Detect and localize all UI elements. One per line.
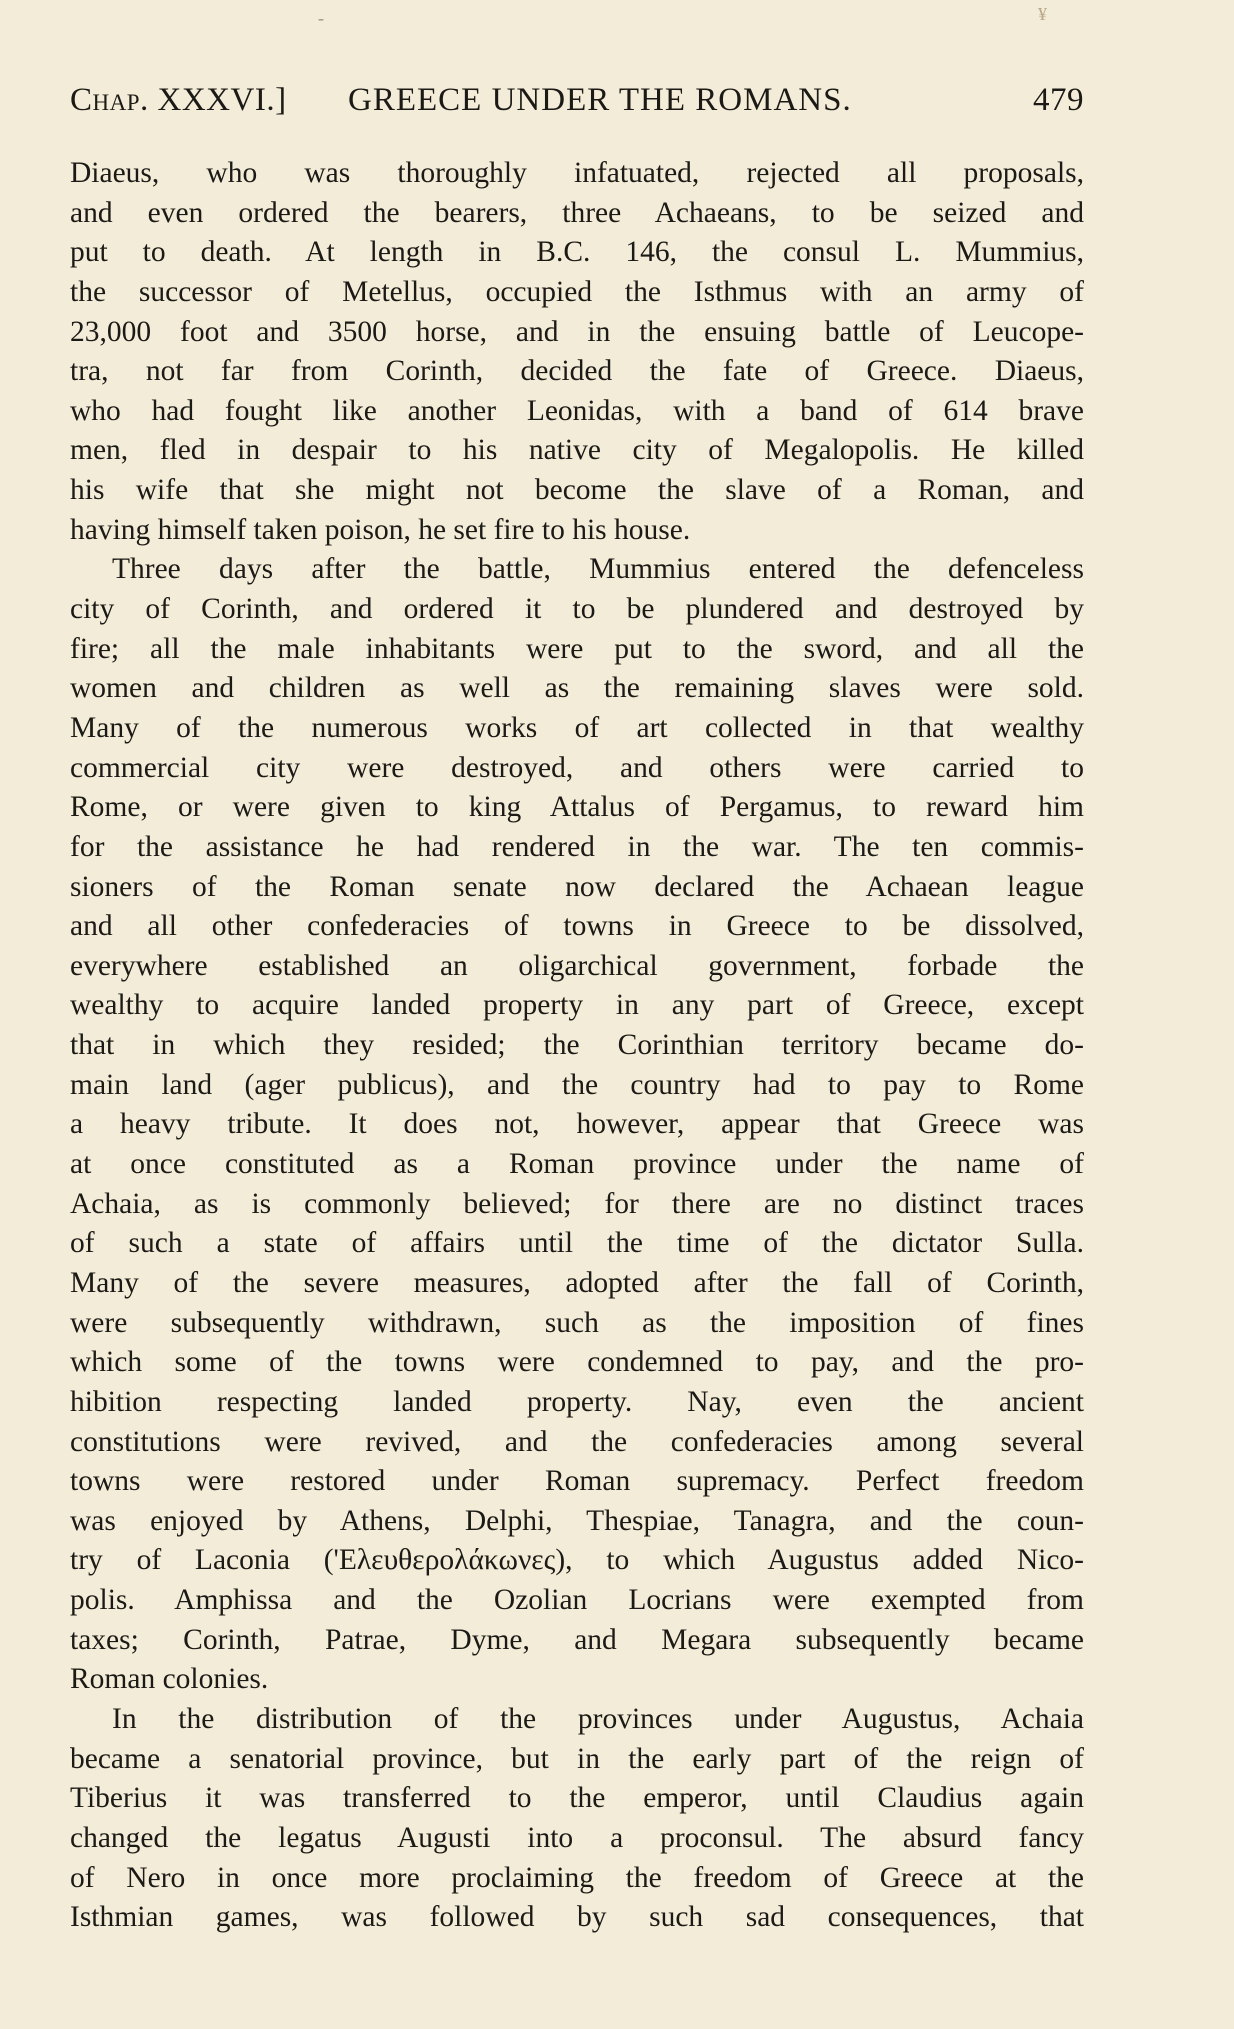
text-line: women and children as well as the remaining slaves were sold. [70,672,1084,705]
text-line: everywhere established an oligarchical government, forbade the [70,949,1084,982]
text-line: and all other confederacies of towns in Greece to be dissolved, [70,910,1084,943]
text-line: that in which they resided; the Corinthian territory became do- [70,1029,1084,1062]
page-number: 479 [1033,82,1084,118]
text-line: taxes; Corinth, Patrae, Dyme, and Megara subsequently became [70,1623,1084,1656]
text-line: changed the legatus Augusti into a proconsul. The absurd fancy [70,1821,1084,1854]
text-line: who had fought like another Leonidas, with a band of 614 brave [70,394,1084,427]
text-line: wealthy to acquire landed property in any part of Greece, except [70,989,1084,1022]
text-line: Isthmian games, was followed by such sad consequences, that [70,1901,1084,1934]
text-line: having himself taken poison, he set fire to his house. [70,513,691,546]
paragraph-2 [70,550,1084,1700]
text-line: polis. Amphissa and the Ozolian Locrians were exempted from [70,1584,1084,1617]
text-line: which some of the towns were condemned to pay, and the pro- [70,1346,1084,1379]
text-line: Tiberius it was transferred to the emperor, until Claudius again [70,1782,1084,1815]
text-line: 23,000 foot and 3500 horse, and in the ensuing battle of Leucope- [70,315,1084,348]
text-line: hibition respecting landed property. Nay, even the ancient [70,1385,1084,1418]
body-text [70,154,1084,1938]
chapter-label: Chap. XXXVI.] [70,82,287,118]
running-title: GREECE UNDER THE ROMANS. [348,82,852,118]
running-header [70,82,1084,132]
text-line: of such a state of affairs until the time of the dictator Sulla. [70,1227,1084,1260]
text-line: at once constituted as a Roman province under the name of [70,1148,1084,1181]
text-line: became a senatorial province, but in the early part of the reign of [70,1742,1084,1775]
text-line: Roman colonies. [70,1663,269,1696]
text-line: the successor of Metellus, occupied the Isthmus with an army of [70,275,1084,308]
text-line: fire; all the male inhabitants were put to the sword, and all the [70,632,1084,665]
text-line: Achaia, as is commonly believed; for there are no distinct traces [70,1187,1084,1220]
text-line: and even ordered the bearers, three Achaeans, to be seized and [70,196,1084,229]
paragraph-1 [70,154,1084,550]
text-line: were subsequently withdrawn, such as the imposition of fines [70,1306,1084,1339]
text-line: Diaeus, who was thoroughly infatuated, rejected all proposals, [70,157,1084,189]
text-line: of Nero in once more proclaiming the freedom of Greece at the [70,1861,1084,1894]
text-line: tra, not far from Corinth, decided the fate of Greece. Diaeus, [70,355,1084,388]
text-line: constitutions were revived, and the confederacies among several [70,1425,1084,1458]
text-line: Many of the numerous works of art collected in that wealthy [70,711,1084,744]
text-line: sioners of the Roman senate now declared the Achaean league [70,870,1084,903]
stray-dash-mark: - [318,8,324,28]
text-line: try of Laconia ('Ελευθερολάκωνες), to which Augustus added Nico- [70,1544,1084,1577]
text-line: was enjoyed by Athens, Delphi, Thespiae, Tanagra, and the coun- [70,1504,1084,1537]
text-line: Many of the severe measures, adopted after the fall of Corinth, [70,1266,1084,1299]
text-line: In the distribution of the provinces under Augustus, Achaia [112,1702,1084,1735]
text-line: men, fled in despair to his native city of Megalopolis. He killed [70,434,1084,467]
text-line: for the assistance he had rendered in the war. The ten commis- [70,830,1084,863]
text-line: put to death. At length in B.C. 146, the consul L. Mummius, [70,236,1084,269]
text-line: main land (ager publicus), and the country had to pay to Rome [70,1068,1084,1101]
text-line: towns were restored under Roman supremacy. Perfect freedom [70,1465,1084,1498]
text-line: Three days after the battle, Mummius entered the defenceless [112,553,1084,586]
text-line: commercial city were destroyed, and others were carried to [70,751,1084,784]
paragraph-3 [70,1700,1084,1938]
text-line: a heavy tribute. It does not, however, appear that Greece was [70,1108,1084,1141]
text-line: city of Corinth, and ordered it to be plundered and destroyed by [70,593,1084,626]
stray-corner-mark: ¥ [1038,4,1047,24]
text-line: Rome, or were given to king Attalus of Pergamus, to reward him [70,791,1084,824]
text-line: his wife that she might not become the slave of a Roman, and [70,474,1084,507]
